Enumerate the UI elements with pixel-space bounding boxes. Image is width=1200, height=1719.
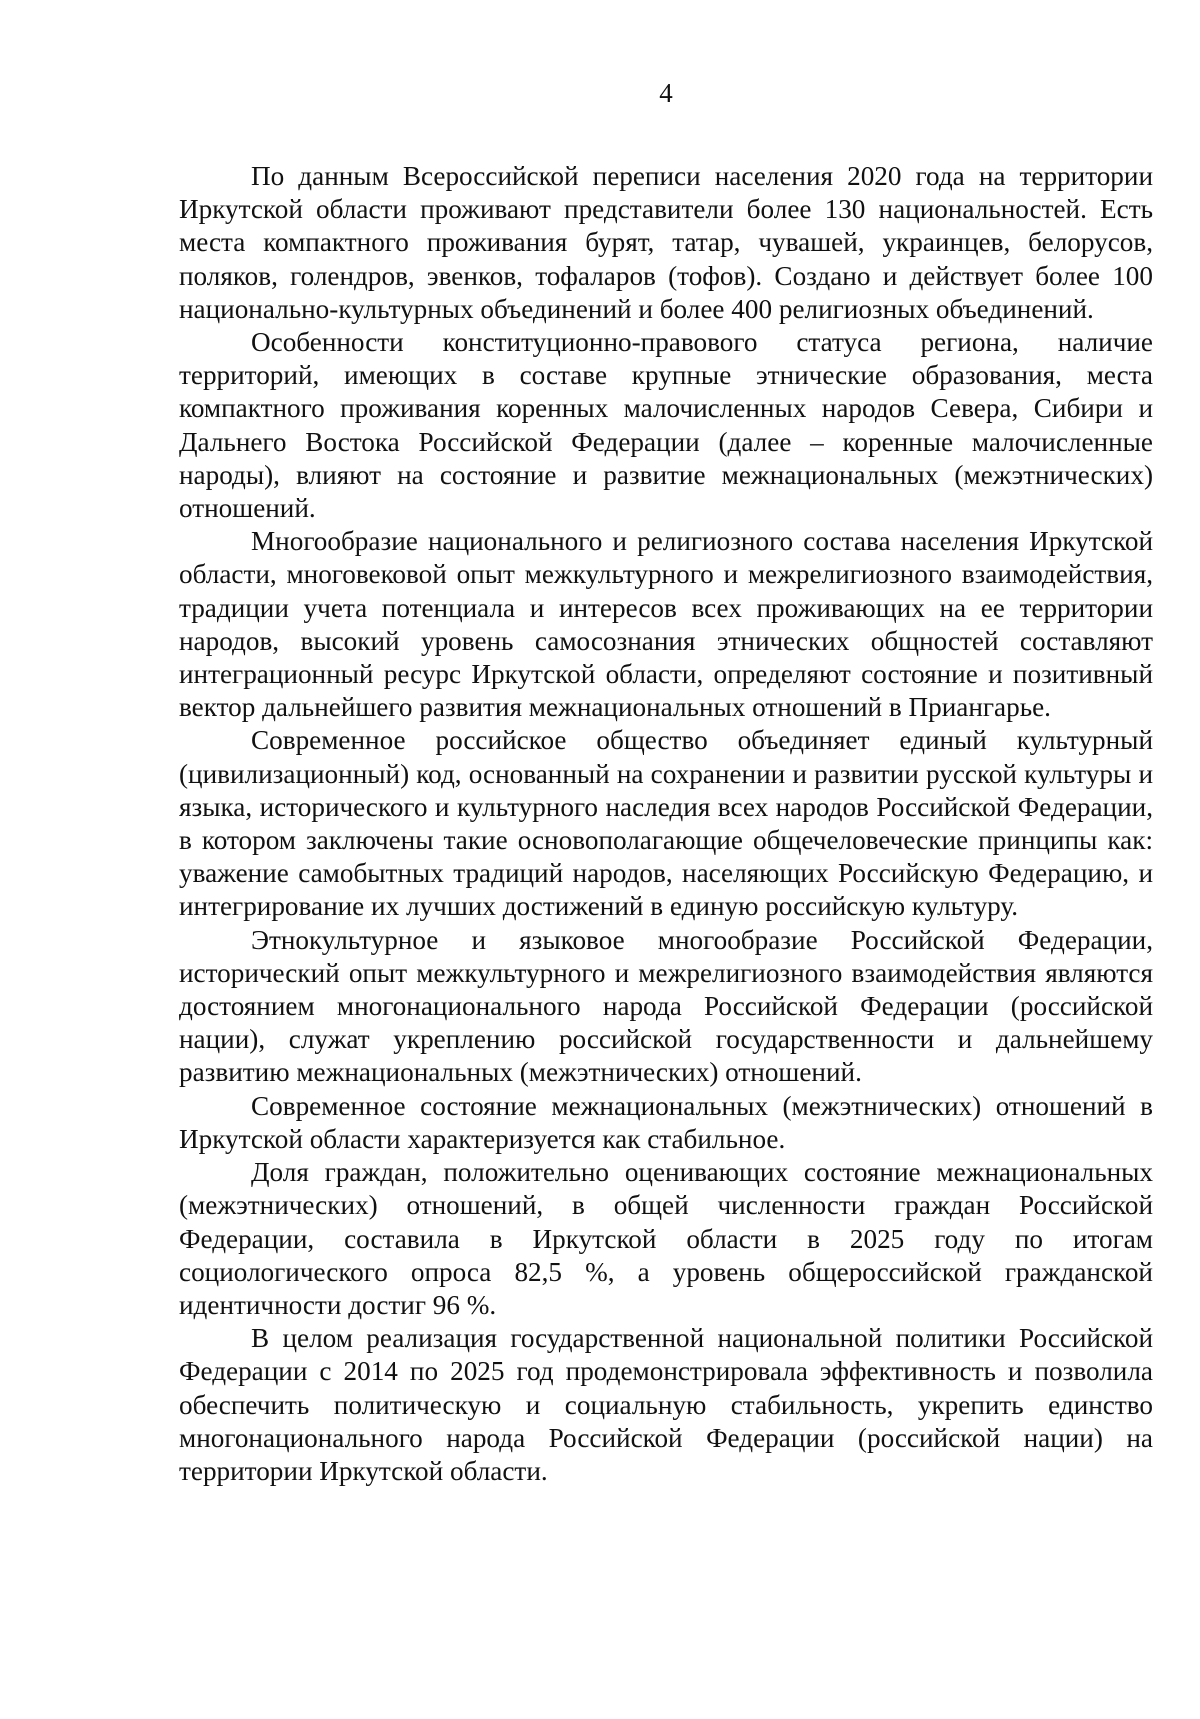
paragraph-survey-results: Доля граждан, положительно оценивающих состояние межнациональных (межэтнических) отношений, в общей численности граждан Российской Федерации, составила в Иркутской области в 2025 году по итогам социологического опроса 82,5 %, а уровень общероссийской гражданской идентичности достиг 96 %. [179,1157,1153,1320]
paragraph-diversity: Многообразие национального и религиозного состава населения Иркутской области, многовековой опыт межкультурного и межрелигиозного взаимодействия, традиции учета потенциала и интересов всех проживающих на ее территории народов, высокий уровень самосознания этнических общностей составляют интеграционный ресурс Иркутской области, определяют состояние и позитивный вектор дальнейшего развития межнациональных отношений в Приангарье. [179,526,1153,723]
paragraph-census: По данным Всероссийской переписи населения 2020 года на территории Иркутской области проживают представители более 130 национальностей. Есть места компактного проживания бурят, татар, чувашей, украинцев, белорусов, поляков, голендров, эвенков, тофаларов (тофов). Создано и действует более 100 национально-культурных объединений и более 400 религиозных объединений. [179,161,1153,324]
paragraph-current-state: Современное состояние межнациональных (межэтнических) отношений в Иркутской области характеризуется как стабильное. [179,1090,1153,1154]
paragraph-constitutional-status: Особенности конституционно-правового статуса региона, наличие территорий, имеющих в составе крупные этнические образования, места компактного проживания коренных малочисленных народов Севера, Сибири и Дальнего Востока Российской Федерации (далее – коренные малочисленные народы), влияют на состояние и развитие межнациональных (межэтнических) отношений. [179,327,1153,524]
document-body [179,160,1153,1488]
paragraph-conclusion: В целом реализация государственной национальной политики Российской Федерации с 2014 по 2025 год продемонстрировала эффективность и позволила обеспечить политическую и социальную стабильность, укрепить единство многонационального народа Российской Федерации (российской нации) на территории Иркутской области. [179,1323,1153,1486]
page-number: 4 [659,78,673,108]
paragraph-ethnocultural-diversity: Этнокультурное и языковое многообразие Российской Федерации, исторический опыт межкультурного и межрелигиозного взаимодействия являются достоянием многонационального народа Российской Федерации (российской нации), служат укреплению российской государственности и дальнейшему развитию межнациональных (межэтнических) отношений. [179,924,1153,1088]
paragraph-cultural-code: Современное российское общество объединяет единый культурный (цивилизационный) код, основанный на сохранении и развитии русской культуры и языка, исторического и культурного наследия всех народов Российской Федерации, в котором заключены такие основополагающие общечеловеческие принципы как: уважение самобытных традиций народов, населяющих Российскую Федерацию, и интегрирование их лучших достижений в единую российскую культуру. [179,725,1153,922]
